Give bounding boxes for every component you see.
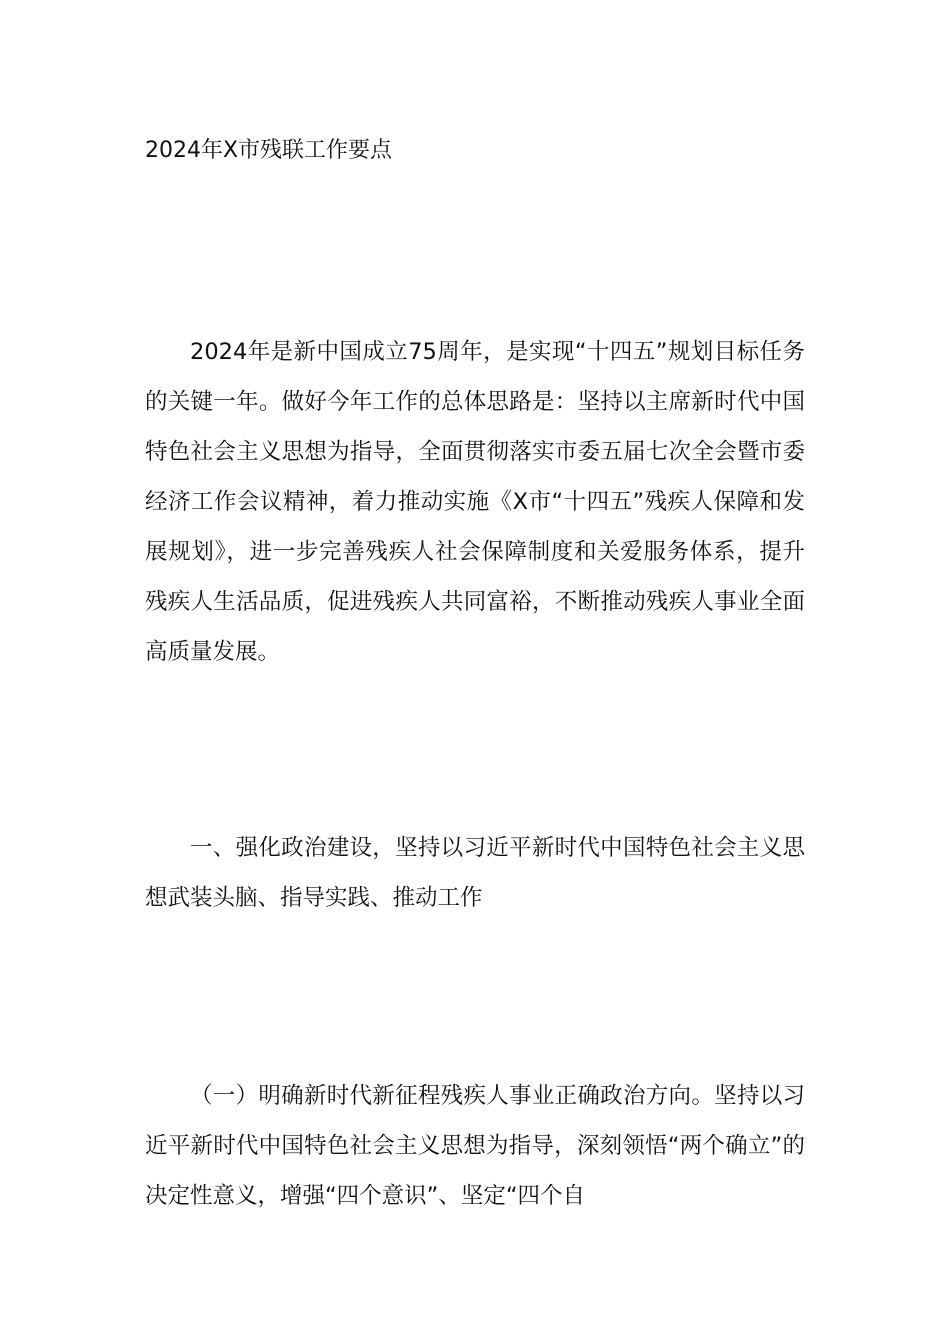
subsection-paragraph: （一）明确新时代新征程残疾人事业正确政治方向。坚持以习近平新时代中国特色社会主义思想为指导，深刻领悟“两个确立”的决定性意义，增强“四个意识”、坚定“四个自: [145, 1083, 805, 1209]
document-title: 2024年X市残联工作要点: [145, 138, 393, 163]
section-heading: 一、强化政治建设，坚持以习近平新时代中国特色社会主义思想武装头脑、指导实践、推动工作: [145, 835, 805, 911]
intro-paragraph: 2024年是新中国成立75周年，是实现“十四五”规划目标任务的关键一年。做好今年工作的总体思路是：坚持以主席新时代中国特色社会主义思想为指导，全面贯彻落实市委五届七次全会暨市委经济工作会议精神，着力推动实施《X市“十四五”残疾人保障和发展规划》，进一步完善残疾人社会保障制度和关爱服务体系，提升残疾人生活品质，促进残疾人共同富裕，不断推动残疾人事业全面高质量发展。: [145, 339, 805, 665]
